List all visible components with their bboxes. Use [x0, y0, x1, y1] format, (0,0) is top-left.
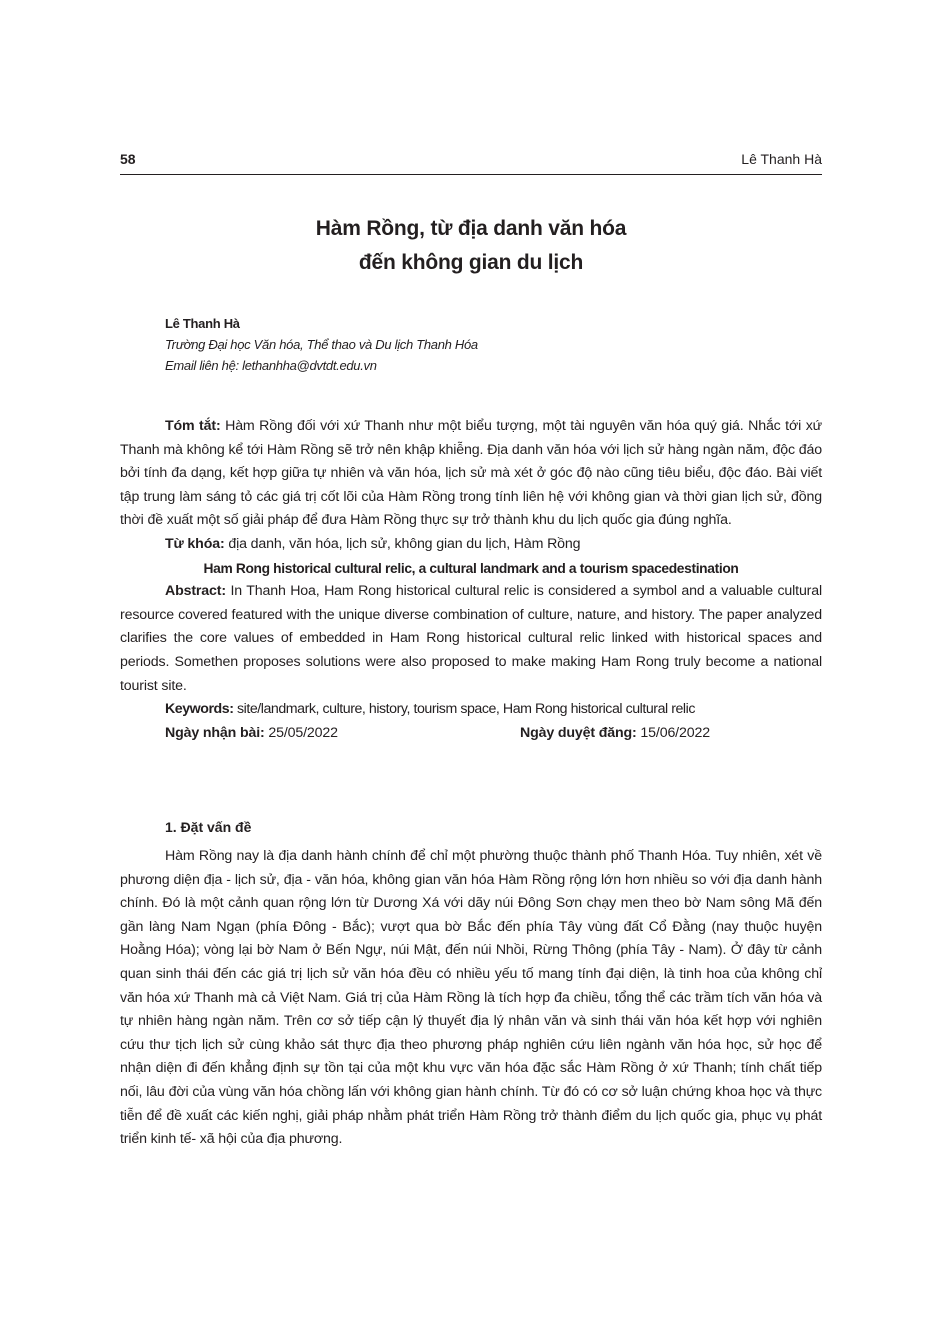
date-received-label: Ngày nhận bài: — [165, 724, 265, 741]
abstract-vi — [120, 415, 822, 533]
author-affiliation: Trường Đại học Văn hóa, Thể thao và Du lịch Thanh Hóa — [165, 337, 478, 352]
abstract-en-text: In Thanh Hoa, Ham Rong historical cultural relic is considered a symbol and a valuable cultural resource covered featured with the unique diverse combination of culture, nature, and history. The paper analyzed clarifies the core values of embedded in Ham Rong historical cultural relic linked with historical spaces and periods. Somethen proposes solutions were also proposed to make making Ham Rong truly become a national tourist site. — [120, 583, 822, 694]
author-email: Email liên hệ: lethanhha@dvtdt.edu.vn — [165, 358, 377, 373]
page-number: 58 — [120, 151, 136, 167]
title-line-1: Hàm Rồng, từ địa danh văn hóa — [315, 217, 627, 240]
abstract-vi-label: Tóm tắt: — [165, 418, 221, 434]
keywords-vi — [120, 533, 822, 557]
abstract-section — [120, 415, 822, 746]
abstract-en — [120, 580, 822, 698]
date-received — [165, 722, 338, 746]
section-heading: 1. Đặt vấn đề — [165, 819, 252, 835]
keywords-en-text: site/landmark, culture, history, tourism space, Ham Rong historical cultural relic — [233, 701, 695, 718]
title-line-2: đến không gian du lịch — [358, 251, 584, 274]
date-approved-value: 15/06/2022 — [636, 724, 710, 741]
header-author: Lê Thanh Hà — [741, 151, 822, 167]
date-received-value: 25/05/2022 — [264, 724, 338, 741]
body-paragraph: Hàm Rồng nay là địa danh hành chính để chỉ một phường thuộc thành phố Thanh Hóa. Tuy nhiên, xét về phương diện địa - lịch sử, địa - văn hóa, không gian văn hóa Hàm Rồng rộng lớn hơn nhiều so với địa danh hành chính. Đó là một cảnh quan rộng lớn từ Dương Xá với dãy núi Đông Sơn chạy men theo bờ Nam sông Mã đến gần làng Nam Ngạn (phía Đông - Bắc); vượt qua bờ Bắc đến phía Tây vùng đất Cổ Đằng (nay thuộc huyện Hoằng Hóa); vòng lại bờ Nam ở Bến Ngự, núi Mật, đến núi Nhồi, Rừng Thông (phía Tây - Nam). Ở đây từ cảnh quan sinh thái đến các giá trị lịch sử văn hóa đều có nhiều yếu tố mang tính đại diện, là tinh hoa của không chỉ văn hóa xứ Thanh mà cả Việt Nam. Giá trị của Hàm Rồng là tích hợp đa chiều, tổng thể các trầm tích văn hóa và tự nhiên hàng ngàn năm. Trên cơ sở tiếp cận lý thuyết địa lý nhân văn và sinh thái văn hóa kết hợp với nghiên cứu thư tịch lịch sử cùng khảo sát thực địa theo phương pháp nghiên cứu liên ngành văn hóa học, sử học để nhận diện đi đến khẳng định sự tồn tại của một khu vực văn hóa đặc sắc Hàm Rồng ở xứ Thanh; tính chất tiếp nối, lâu đời của vùng văn hóa chồng lấn với không gian hành chính. Từ đó có cơ sở luận chứng khoa học và thực tiễn để đề xuất các kiến nghị, giải pháp nhằm phát triển Hàm Rồng trở thành điểm du lịch quốc gia, phục vụ phát triển kinh tế- xã hội của địa phương. — [120, 848, 822, 1148]
keywords-en-label: Keywords: — [165, 701, 234, 718]
keywords-vi-label: Từ khóa: — [165, 535, 225, 552]
author-block — [165, 313, 805, 376]
english-title: Ham Rong historical cultural relic, a cultural landmark and a tourism spacedestination — [203, 560, 739, 576]
dates-row — [120, 722, 822, 746]
keywords-en — [120, 698, 822, 722]
author-name: Lê Thanh Hà — [165, 316, 240, 331]
abstract-en-label: Abstract: — [165, 583, 226, 600]
header-rule — [120, 174, 822, 175]
running-header — [120, 151, 822, 173]
date-approved — [520, 722, 710, 746]
body-text — [120, 845, 822, 1152]
date-approved-label: Ngày duyệt đăng: — [520, 724, 637, 741]
keywords-vi-text: địa danh, văn hóa, lịch sử, không gian du lịch, Hàm Rồng — [224, 535, 581, 552]
abstract-vi-text: Hàm Rồng đối với xứ Thanh như một biểu tượng, một tài nguyên văn hóa quý giá. Nhắc tới xứ Thanh mà không kể tới Hàm Rồng sẽ trở nên khập khiễng. Địa danh văn hóa với lịch sử hàng ngàn năm, độc đáo bởi tính đa dạng, kết hợp giữa tự nhiên và văn hóa, lịch sử mà xét ở góc độ nào cũng tiêu biểu, độc đáo. Bài viết tập trung làm sáng tỏ các giá trị cốt lõi của Hàm Rồng trong tính liên hệ với không gian và thời gian lịch sử, đồng thời đề xuất một số giải pháp để đưa Hàm Rồng thực sự trở thành khu du lịch quốc gia đúng nghĩa. — [120, 418, 822, 529]
article-title — [120, 212, 822, 280]
